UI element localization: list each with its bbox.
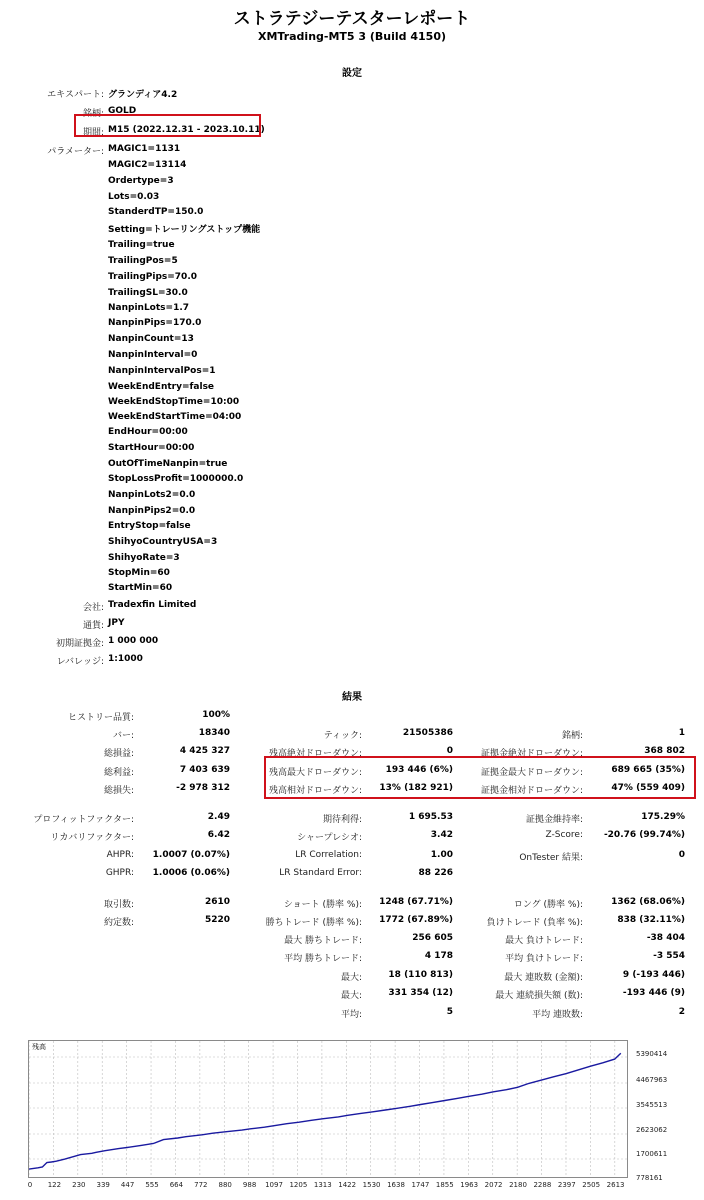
balance-chart-plot [29, 1041, 627, 1177]
setting-label: 会社: [82, 603, 104, 613]
x-tick-label: 447 [120, 1181, 135, 1189]
setting-value: NanpinIntervalPos=1 [108, 366, 216, 376]
result-label: ヒストリー品質: [67, 713, 134, 723]
result-value: 88 226 [418, 868, 453, 878]
result-value: 18340 [198, 728, 230, 738]
setting-label: エキスパート: [47, 90, 104, 100]
period-highlight-box [74, 114, 261, 137]
result-value: 100% [202, 710, 230, 720]
x-tick-label: 1638 [387, 1181, 405, 1189]
setting-value: StartHour=00:00 [108, 443, 195, 453]
x-tick-label: 664 [169, 1181, 184, 1189]
result-label: 最大 負けトレード: [505, 936, 583, 946]
x-tick-label: 880 [218, 1181, 232, 1189]
x-tick-label: 772 [194, 1181, 208, 1189]
result-value: -38 404 [646, 933, 685, 943]
result-value: 5220 [204, 915, 230, 925]
setting-value: OutOfTimeNanpin=true [108, 459, 228, 469]
x-tick-label: 1097 [265, 1181, 283, 1189]
setting-value: EntryStop=false [108, 521, 191, 531]
setting-value: MAGIC2=13114 [108, 160, 187, 170]
result-value: 21505386 [402, 728, 453, 738]
y-tick-label: 4467963 [636, 1076, 668, 1084]
setting-value: Lots=0.03 [108, 192, 160, 202]
report-title: ストラテジーテスターレポート [233, 9, 471, 29]
setting-value: M15 (2022.12.31 - 2023.10.11) [108, 125, 265, 135]
setting-value: グランディア4.2 [108, 90, 178, 100]
result-label: LR Correlation: [295, 850, 362, 860]
setting-value: ShihyoRate=3 [108, 553, 180, 563]
result-label: ロング (勝率 %): [513, 900, 583, 910]
result-label: ショート (勝率 %): [283, 900, 362, 910]
setting-value: Setting=トレーリングストップ機能 [108, 225, 261, 235]
result-label: 最大 勝ちトレード: [284, 936, 362, 946]
result-label: 取引数: [103, 900, 134, 910]
result-label: 約定数: [103, 918, 134, 928]
result-label: 最大 連敗数 (金額): [504, 973, 583, 983]
result-value: 838 (32.11%) [617, 915, 685, 925]
setting-label: 期間: [82, 128, 104, 138]
y-tick-label: 3545513 [636, 1101, 668, 1109]
result-label: LR Standard Error: [279, 868, 362, 878]
result-value: 7 403 639 [179, 765, 230, 775]
x-tick-label: 1963 [460, 1181, 479, 1189]
result-label: 期待利得: [322, 815, 362, 825]
x-tick-label: 122 [47, 1181, 62, 1189]
result-value: 9 (-193 446) [622, 970, 685, 980]
setting-value: Tradexfin Limited [108, 600, 197, 610]
x-tick-label: 2613 [606, 1181, 625, 1189]
result-label: 証拠金絶対ドローダウン: [480, 749, 583, 759]
result-label: Z-Score: [545, 830, 583, 840]
result-value: 1.0007 (0.07%) [152, 850, 230, 860]
result-value: 18 (110 813) [388, 970, 453, 980]
result-label: OnTester 結果: [519, 853, 583, 863]
setting-value: Ordertype=3 [108, 176, 174, 186]
result-label: 証拠金相対ドローダウン: [480, 786, 583, 796]
x-tick-label: 2505 [582, 1181, 601, 1189]
x-tick-label: 555 [145, 1181, 159, 1189]
setting-value: TrailingSL=30.0 [108, 288, 188, 298]
result-value: -2 978 312 [176, 783, 230, 793]
result-label: 平均 連敗数: [532, 1010, 583, 1020]
y-tick-label: 1700611 [636, 1150, 668, 1158]
result-label: プロフィットファクター: [33, 815, 134, 825]
setting-value: NanpinLots=1.7 [108, 303, 190, 313]
result-value: 5 [446, 1007, 453, 1017]
result-label: シャープレシオ: [297, 833, 362, 843]
result-value: 6.42 [207, 830, 230, 840]
results-heading: 結果 [342, 692, 362, 703]
setting-value: StopMin=60 [108, 568, 170, 578]
setting-value: NanpinPips2=0.0 [108, 506, 196, 516]
setting-value: NanpinLots2=0.0 [108, 490, 196, 500]
setting-value: GOLD [108, 106, 137, 116]
report-subtitle: XMTrading-MT5 3 (Build 4150) [257, 30, 447, 43]
result-label: 平均 負けトレード: [505, 954, 583, 964]
result-label: AHPR: [106, 850, 134, 860]
result-value: 2 [678, 1007, 685, 1017]
result-label: 勝ちトレード (勝率 %): [265, 918, 362, 928]
x-tick-label: 1422 [338, 1181, 357, 1189]
x-tick-label: 2288 [533, 1181, 552, 1189]
result-label: 証拠金維持率: [525, 815, 583, 825]
x-tick-label: 339 [96, 1181, 110, 1189]
chart-legend-label: 残高 [32, 1043, 46, 1051]
result-value: 1772 (67.89%) [379, 915, 453, 925]
result-value: 4 178 [424, 951, 453, 961]
x-tick-label: 1313 [313, 1181, 332, 1189]
result-value: 256 605 [412, 933, 453, 943]
result-label: 残高絶対ドローダウン: [268, 749, 362, 759]
setting-value: StopLossProfit=1000000.0 [108, 474, 244, 484]
setting-value: WeekEndStartTime=04:00 [108, 412, 242, 422]
setting-value: WeekEndStopTime=10:00 [108, 397, 240, 407]
result-label: 総利益: [103, 768, 134, 778]
result-value: 1 [678, 728, 685, 738]
setting-value: NanpinCount=13 [108, 334, 194, 344]
result-label: 平均: [340, 1010, 362, 1020]
setting-value: NanpinPips=170.0 [108, 318, 202, 328]
result-value: 2.49 [207, 812, 230, 822]
result-value: 4 425 327 [179, 746, 230, 756]
setting-value: ShihyoCountryUSA=3 [108, 537, 218, 547]
result-value: 175.29% [641, 812, 685, 822]
result-value: 13% (182 921) [379, 783, 453, 793]
setting-value: 1:1000 [108, 654, 143, 664]
setting-label: 銘柄: [82, 109, 104, 119]
result-value: 331 354 (12) [388, 988, 453, 998]
x-tick-label: 1747 [411, 1181, 430, 1189]
x-tick-label: 988 [242, 1181, 257, 1189]
setting-value: EndHour=00:00 [108, 427, 188, 437]
setting-label: パラメーター: [47, 147, 104, 157]
result-label: 残高相対ドローダウン: [268, 786, 362, 796]
x-tick-label: 0 [27, 1181, 33, 1189]
setting-value: MAGIC1=1131 [108, 144, 181, 154]
result-label: 総損失: [103, 786, 134, 796]
result-value: 1.0006 (0.06%) [152, 868, 230, 878]
result-value: -193 446 (9) [622, 988, 685, 998]
setting-value: NanpinInterval=0 [108, 350, 198, 360]
x-tick-label: 2072 [484, 1181, 503, 1189]
result-value: 2610 [204, 897, 230, 907]
setting-value: StanderdTP=150.0 [108, 207, 204, 217]
result-value: 1 695.53 [408, 812, 453, 822]
result-value: 689 665 (35%) [611, 765, 685, 775]
x-tick-label: 1530 [362, 1181, 381, 1189]
setting-value: TrailingPips=70.0 [108, 272, 197, 282]
x-tick-label: 2180 [509, 1181, 527, 1189]
result-label: GHPR: [105, 868, 134, 878]
setting-value: StartMin=60 [108, 583, 173, 593]
y-tick-label: 2623062 [636, 1126, 668, 1134]
y-tick-label: 5390414 [636, 1050, 668, 1058]
result-label: バー: [112, 731, 134, 741]
drawdown-highlight-box [264, 756, 696, 799]
result-value: -3 554 [653, 951, 685, 961]
setting-value: JPY [108, 618, 125, 628]
setting-label: レバレッジ: [56, 657, 104, 667]
balance-chart [28, 1040, 628, 1178]
result-value: 1.00 [430, 850, 453, 860]
result-label: ティック: [323, 731, 362, 741]
result-label: リカバリファクター: [50, 833, 134, 843]
result-value: 193 446 (6%) [385, 765, 453, 775]
setting-label: 初期証拠金: [55, 639, 104, 649]
result-label: 平均 勝ちトレード: [284, 954, 362, 964]
y-tick-label: 778161 [636, 1174, 663, 1182]
result-label: 最大 連続損失額 (数): [495, 991, 583, 1001]
x-tick-label: 2397 [557, 1181, 576, 1189]
result-value: 1248 (67.71%) [379, 897, 453, 907]
result-value: 1362 (68.06%) [611, 897, 685, 907]
result-value: 0 [678, 850, 685, 860]
setting-value: TrailingPos=5 [108, 256, 178, 266]
balance-line [29, 1053, 621, 1169]
x-tick-label: 1855 [435, 1181, 454, 1189]
setting-value: Trailing=true [108, 240, 175, 250]
result-value: 3.42 [430, 830, 453, 840]
result-value: -20.76 (99.74%) [603, 830, 685, 840]
result-label: 最大: [340, 991, 362, 1001]
result-label: 負けトレード (負率 %): [486, 918, 583, 928]
result-value: 0 [446, 746, 453, 756]
result-label: 最大: [340, 973, 362, 983]
result-value: 368 802 [644, 746, 685, 756]
result-label: 証拠金最大ドローダウン: [480, 768, 583, 778]
setting-value: WeekEndEntry=false [108, 382, 215, 392]
settings-heading: 設定 [342, 68, 362, 79]
setting-label: 通貨: [82, 621, 104, 631]
setting-value: 1 000 000 [108, 636, 159, 646]
result-label: 残高最大ドローダウン: [268, 768, 362, 778]
x-tick-label: 230 [72, 1181, 86, 1189]
x-tick-label: 1205 [289, 1181, 308, 1189]
result-value: 47% (559 409) [611, 783, 685, 793]
result-label: 総損益: [103, 749, 134, 759]
result-label: 銘柄: [561, 731, 583, 741]
